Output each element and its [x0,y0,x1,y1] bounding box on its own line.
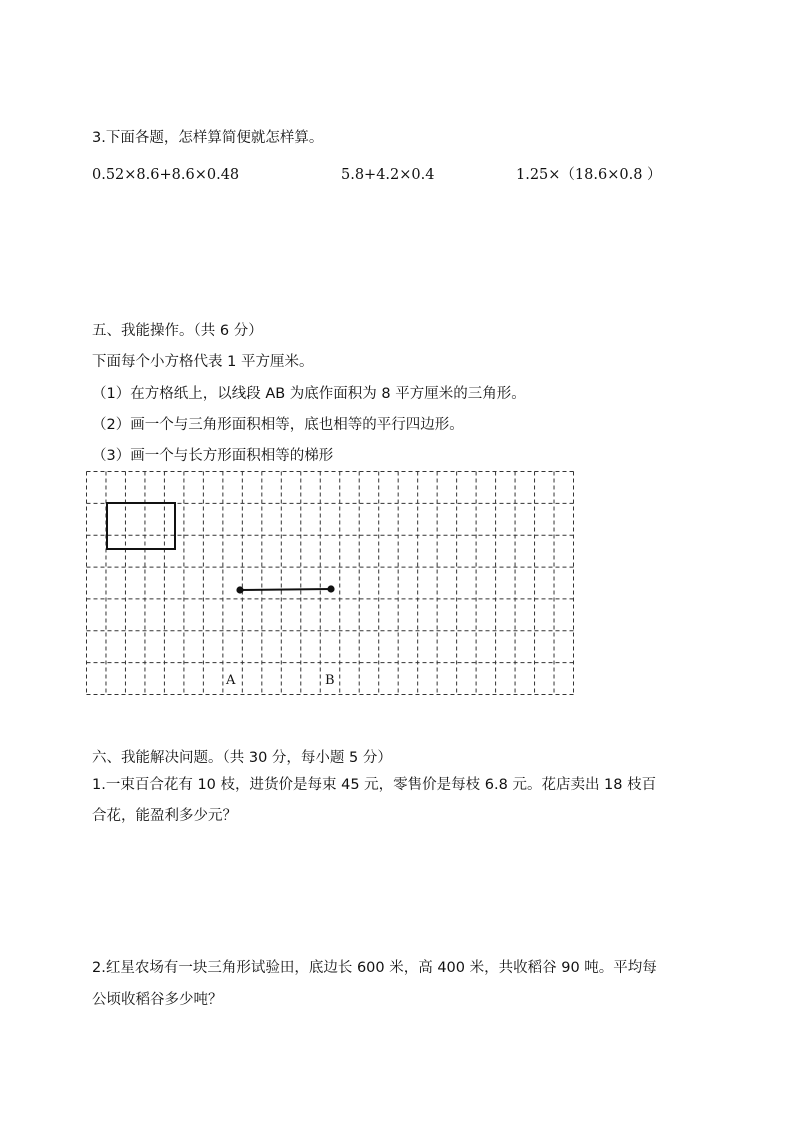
q1-line-2: 合花，能盈利多少元？ [92,808,237,824]
label-b: B [325,673,335,688]
label-a: A [226,673,236,688]
expression-1: 0.52×8.6+8.6×0.48 [92,167,240,183]
section5-intro: 下面每个小方格代表 1 平方厘米。 [92,354,314,370]
q2-line-2: 公顷收稻谷多少吨？ [92,992,223,1008]
section3-title: 3.下面各题，怎样算简便就怎样算。 [92,130,324,146]
grid-lines [87,472,574,695]
grid-paper [85,470,575,696]
q2-line-1: 2.红星农场有一块三角形试验田，底边长 600 米，高 400 米，共收稻谷 90 吨。平均每 [92,960,657,976]
section5-title: 五、我能操作。（共 6 分） [92,323,263,339]
section5-item-2: （2）画一个与三角形面积相等，底也相等的平行四边形。 [92,417,464,433]
q1-line-1: 1.一束百合花有 10 枝，进货价是每束 45 元，零售价是每枝 6.8 元。花店卖出 18 枝百 [92,777,657,793]
point-a [236,586,243,593]
segment-ab [240,589,331,590]
section5-item-3: （3）画一个与长方形面积相等的梯形 [92,448,334,464]
point-b [327,585,334,592]
section6-title: 六、我能解决问题。（共 30 分，每小题 5 分） [92,750,392,766]
section5-item-1: （1）在方格纸上，以线段 AB 为底作面积为 8 平方厘米的三角形。 [92,386,526,402]
expression-3: 1.25×（18.6×0.8 ） [516,167,662,183]
expression-2: 5.8+4.2×0.4 [341,167,435,183]
